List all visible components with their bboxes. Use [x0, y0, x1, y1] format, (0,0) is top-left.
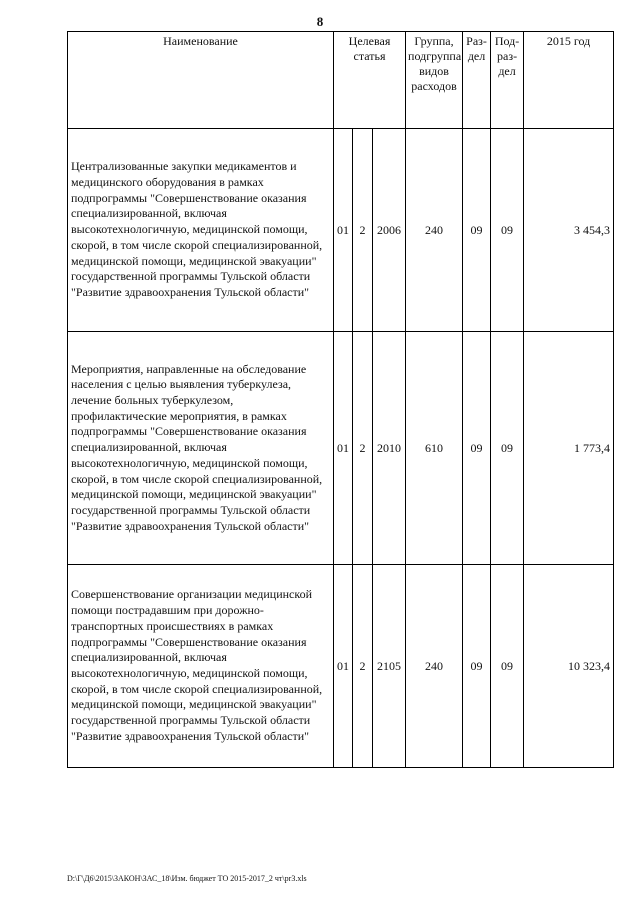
row-article-program: 01 [334, 565, 353, 768]
row-subsection: 09 [491, 129, 524, 332]
row-name: Централизованные закупки медикаментов и медицинского оборудования в рамках подпрограммы "Совершенствование оказания специализированной, включая высокотехнологичную, медицинской помощи, скорой, в том числе скорой специализированной, медицинской помощи, медицинской эвакуации" государственной программы Тульской области "Развитие здравоохранения Тульской области" [68, 129, 334, 332]
header-year-2015: 2015 год [524, 32, 614, 129]
row-subsection: 09 [491, 332, 524, 565]
budget-table [67, 31, 614, 768]
row-article-direction: 2010 [373, 332, 406, 565]
row-section: 09 [463, 129, 491, 332]
row-expense-group: 610 [406, 332, 463, 565]
row-article-direction: 2006 [373, 129, 406, 332]
row-article-subprogram: 2 [353, 565, 373, 768]
header-section: Раз-дел [463, 32, 491, 129]
row-subsection: 09 [491, 565, 524, 768]
table-row [68, 129, 614, 332]
header-name: Наименование [68, 32, 334, 129]
row-article-direction: 2105 [373, 565, 406, 768]
row-amount-2015: 1 773,4 [524, 332, 614, 565]
row-expense-group: 240 [406, 565, 463, 768]
row-amount-2015: 3 454,3 [524, 129, 614, 332]
header-target-article: Целевая статья [334, 32, 406, 129]
row-name: Совершенствование организации медицинской помощи пострадавшим при дорожно-транспортных происшествиях в рамках подпрограммы "Совершенствование оказания специализированной, включая высокотехнологичную, медицинской помощи, скорой, в том числе скорой специализированной, медицинской помощи, медицинской эвакуации" государственной программы Тульской области "Развитие здравоохранения Тульской области" [68, 565, 334, 768]
row-section: 09 [463, 565, 491, 768]
row-expense-group: 240 [406, 129, 463, 332]
row-section: 09 [463, 332, 491, 565]
row-article-program: 01 [334, 332, 353, 565]
header-subsection: Под-раз-дел [491, 32, 524, 129]
table-row [68, 565, 614, 768]
row-article-program: 01 [334, 129, 353, 332]
table-row [68, 332, 614, 565]
row-name: Мероприятия, направленные на обследование населения с целью выявления туберкулеза, лечение больных туберкулезом, профилактические мероприятия, в рамках подпрограммы "Совершенствование оказания специализированной, включая высокотехнологичную, медицинской помощи, скорой, в том числе скорой специализированной, медицинской помощи, медицинской эвакуации" государственной программы Тульской области "Развитие здравоохранения Тульской области" [68, 332, 334, 565]
header-expense-group: Группа, подгруппа видов расходов [406, 32, 463, 129]
file-path-footer: D:\Г\Д6\2015\ЗАКОН\ЗАС_18\Изм. бюджет ТО 2015-2017_2 чт\рr3.xls [67, 874, 307, 883]
row-article-subprogram: 2 [353, 129, 373, 332]
row-amount-2015: 10 323,4 [524, 565, 614, 768]
table-header-row [68, 32, 614, 129]
page-number: 8 [316, 14, 324, 29]
row-article-subprogram: 2 [353, 332, 373, 565]
